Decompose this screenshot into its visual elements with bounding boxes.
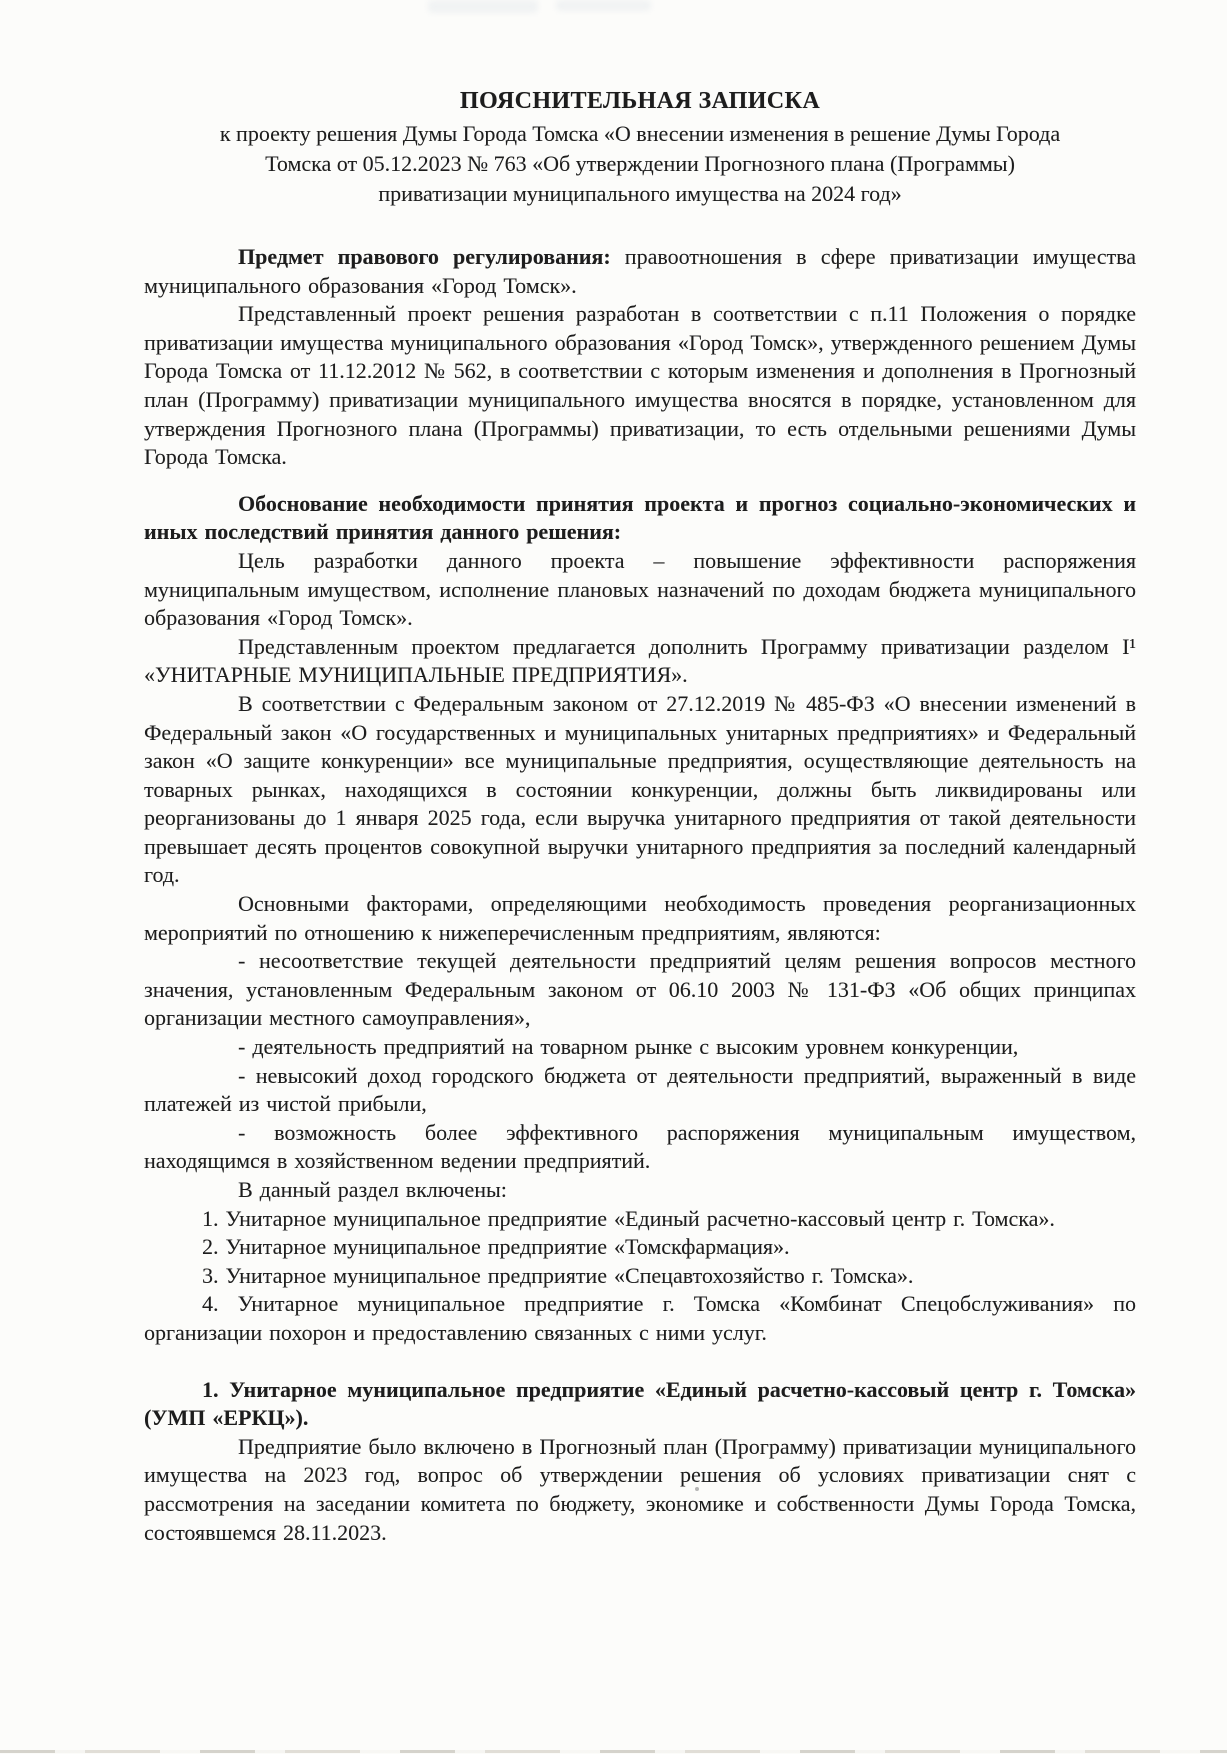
scan-bottom-edge-artifact	[0, 1750, 1227, 1753]
document-content	[144, 88, 1136, 1547]
heading-erkc: 1. Унитарное муниципальное предприятие «Единый расчетно-кассовый центр г. Томска» (УМП «ЕРКЦ»).	[144, 1376, 1136, 1431]
paragraph-subject	[144, 243, 1136, 300]
paragraph-subject-text: правоотношения в сфере приватизации имущества муниципального образования «Город Томск».	[144, 244, 1136, 298]
list-item-factor-1: - несоответствие текущей деятельности предприятий целям решения вопросов местного значения, установленным Федеральным законом от 06.10 2003 № 131-ФЗ «Об общих принципах организации местного самоуправления»,	[144, 948, 1136, 1031]
list-item-factor-4: - возможность более эффективного распоряжения муниципальным имуществом, находящимся в хозяйственном ведении предприятий.	[144, 1119, 1136, 1174]
document-subtitle: к проекту решения Думы Города Томска «О внесении изменения в решение Думы Города Томска от 05.12.2023 № 763 «Об утверждении Прогнозного плана (Программы) приватизации муниципального имущества на 2024 год»	[219, 121, 1061, 206]
list-item-enterprise-1: 1. Унитарное муниципальное предприятие «Единый расчетно-кассовый центр г. Томска».	[202, 1205, 1055, 1231]
paragraph-basis: Представленный проект решения разработан в соответствии с п.11 Положения о порядке приватизации имущества муниципального образования «Город Томск», утвержденного решением Думы Города Томска от 11.12.2012 № 562, в соответствии с которым изменения и дополнения в Прогнозный план (Программу) приватизации муниципального имущества вносятся в порядке, установленном для утверждения Прогнозного плана (Программы) приватизации, то есть отдельными решениями Думы Города Томска.	[144, 301, 1136, 470]
scan-bleed-artifact	[428, 0, 538, 13]
list-item-factor-2: - деятельность предприятий на товарном рынке с высоким уровнем конкуренции,	[238, 1034, 1019, 1060]
paragraph-federal-law: В соответствии с Федеральным законом от 27.12.2019 № 485-ФЗ «О внесении изменений в Федеральный закон «О государственных и муниципальных унитарных предприятиях» и Федеральный закон «О защите конкуренции» все муниципальные предприятия, осуществляющие деятельность на товарных рынках, находящихся в состоянии конкуренции, должны быть ликвидированы или реорганизованы до 1 января 2025 года, если выручка унитарного предприятия от такой деятельности превышает десять процентов совокупной выручки унитарного предприятия за последний календарный год.	[144, 690, 1136, 888]
paragraph-goal: Цель разработки данного проекта – повышение эффективности распоряжения муниципальным имуществом, исполнение плановых назначений по доходам бюджета муниципального образования «Город Томск».	[144, 547, 1136, 631]
paragraph-factors-intro: Основными факторами, определяющими необходимость проведения реорганизационных мероприятий по отношению к нижеперечисленным предприятиям, являются:	[144, 891, 1136, 945]
document-title: ПОЯСНИТЕЛЬНАЯ ЗАПИСКА	[459, 88, 821, 114]
paragraph-proposal: Представленным проектом предлагается дополнить Программу приватизации разделом I¹ «УНИТАРНЫЕ МУНИЦИПАЛЬНЫЕ ПРЕДПРИЯТИЯ».	[144, 633, 1136, 688]
paragraph-section-intro: В данный раздел включены:	[238, 1177, 507, 1202]
list-item-enterprise-2: 2. Унитарное муниципальное предприятие «Томскфармация».	[202, 1234, 790, 1260]
list-item-enterprise-4: 4. Унитарное муниципальное предприятие г. Томска «Комбинат Спецобслуживания» по организации похорон и предоставлению связанных с ними услуг.	[144, 1291, 1136, 1345]
paragraph-subject-lead: Предмет правового регулирования:	[238, 244, 611, 269]
list-item-enterprise-3: 3. Унитарное муниципальное предприятие «Спецавтохозяйство г. Томска».	[202, 1262, 914, 1288]
scan-speck-artifact	[695, 1487, 699, 1491]
scan-bleed-artifact	[556, 0, 651, 11]
heading-justification: Обоснование необходимости принятия проекта и прогноз социально-экономических и иных последствий принятия данного решения:	[144, 490, 1136, 545]
paragraph-erkc: Предприятие было включено в Прогнозный план (Программу) приватизации муниципального имущества на 2023 год, вопрос об утверждении решения об условиях приватизации снят с рассмотрения на заседании комитета по бюджету, экономике и собственности Думы Города Томска, состоявшемся 28.11.2023.	[144, 1433, 1136, 1545]
list-item-factor-3: - невысокий доход городского бюджета от деятельности предприятий, выраженный в виде платежей из чистой прибыли,	[144, 1062, 1136, 1117]
